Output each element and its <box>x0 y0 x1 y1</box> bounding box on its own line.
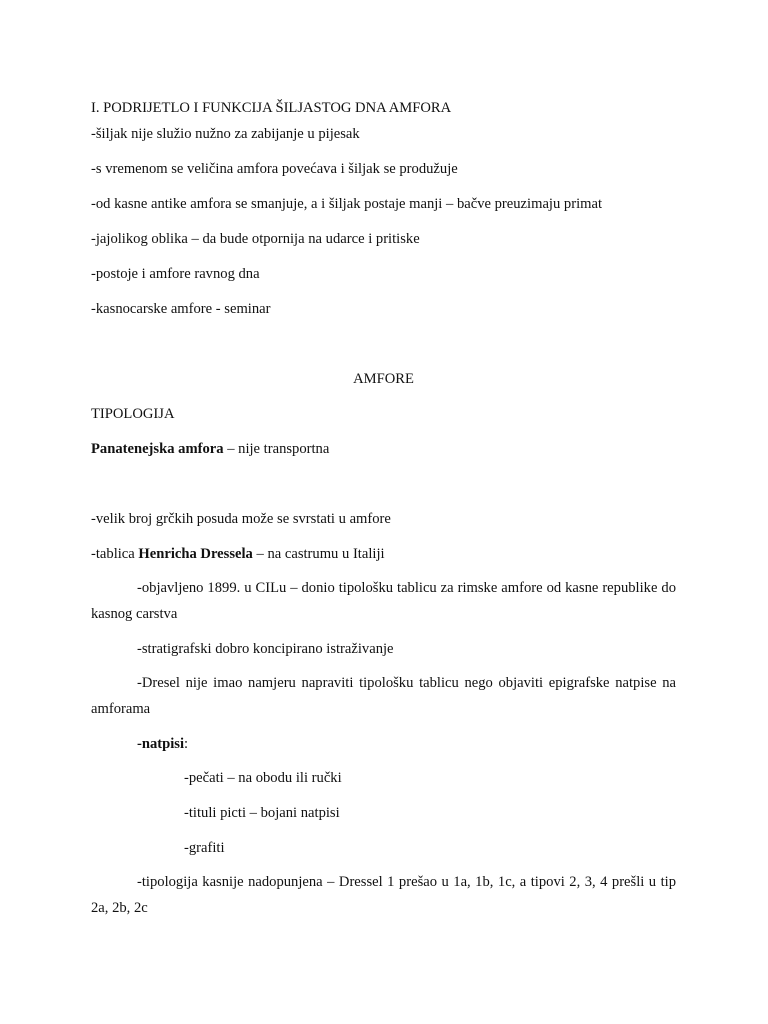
intro-point: -šiljak nije služio nužno za zabijanje u pijesak <box>91 126 360 142</box>
document-heading: I. PODRIJETLO I FUNKCIJA ŠILJASTOG DNA AMFORA <box>91 100 452 116</box>
greek-vessels-point: -velik broj grčkih posuda može se svrstati u amfore <box>91 511 391 527</box>
dressel-suffix: – na castrumu u Italiji <box>252 546 385 562</box>
panathenaic-term: Panatenejska amfora <box>91 441 224 457</box>
intro-point: -s vremenom se veličina amfora povećava i šiljak se produžuje <box>91 161 458 177</box>
published-paragraph: -objavljeno 1899. u CILu – donio tipološku tablicu za rimske amfore od kasne republike do kasnog carstva <box>91 580 676 622</box>
intro-point: -postoje i amfore ravnog dna <box>91 266 260 282</box>
inscription-type-item: -tituli picti – bojani natpisi <box>184 805 340 821</box>
intro-point: -jajolikog oblika – da bude otpornija na udarce i pritiske <box>91 231 420 247</box>
inscriptions-colon: : <box>184 736 189 752</box>
dressel-table-point <box>91 545 385 563</box>
dresel-intent-paragraph: -Dresel nije imao namjeru napraviti tipološku tablicu nego objaviti epigrafske natpise na amforama <box>91 675 676 717</box>
typology-update-paragraph: -tipologija kasnije nadopunjena – Dressel 1 prešao u 1a, 1b, 1c, a tipovi 2, 3, 4 prešli u tip 2a, 2b, 2c <box>91 874 676 916</box>
dressel-name: Henricha Dressela <box>138 546 253 562</box>
inscriptions-label: -natpisi <box>137 736 185 752</box>
subsection-title: TIPOLOGIJA <box>91 406 175 422</box>
inscriptions-heading <box>137 735 188 753</box>
inscription-type-item: -grafiti <box>184 840 225 856</box>
inscription-type-item: -pečati – na obodu ili ručki <box>184 770 342 786</box>
intro-point: -kasnocarske amfore - seminar <box>91 301 271 317</box>
section-title: AMFORE <box>353 371 414 387</box>
intro-point: -od kasne antike amfora se smanjuje, a i šiljak postaje manji – bačve preuzimaju primat <box>91 196 603 212</box>
panathenaic-paragraph <box>91 440 329 458</box>
dressel-prefix: -tablica <box>91 546 139 562</box>
panathenaic-description: – nije transportna <box>223 441 330 457</box>
stratigraphy-point: -stratigrafski dobro koncipirano istraživanje <box>137 641 394 657</box>
